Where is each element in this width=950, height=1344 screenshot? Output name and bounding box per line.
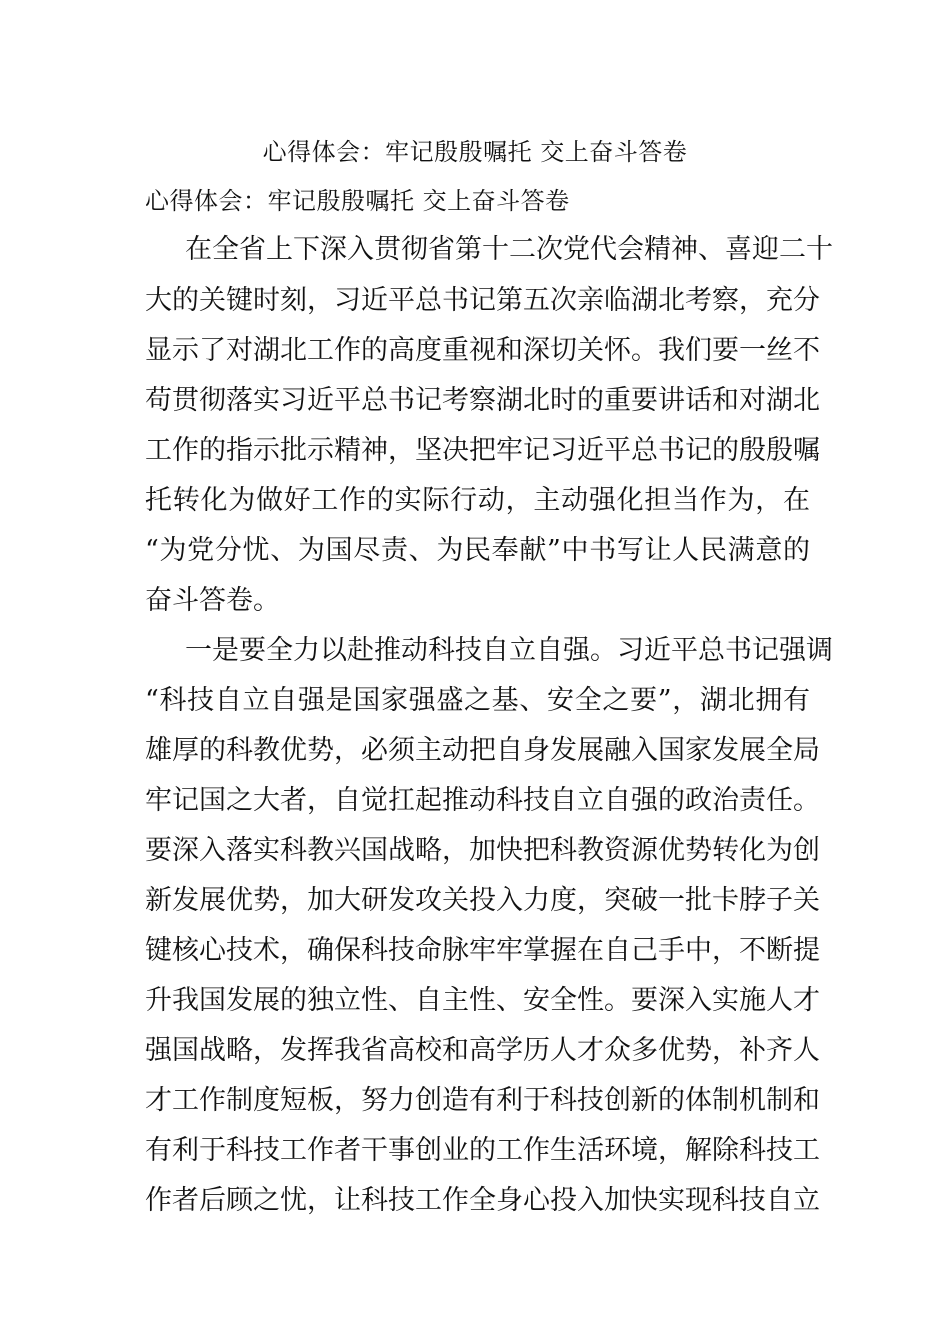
text-line: 显示了对湖北工作的高度重视和深切关怀。我们要一丝不 [145,335,820,366]
text-line: 要深入落实科教兴国战略，加快把科教资源优势转化为创 [145,835,820,866]
text-line: 新发展优势，加大研发攻关投入力度，突破一批卡脖子关 [145,885,820,916]
document-subtitle: 心得体会：牢记殷殷嘱托 交上奋斗答卷 [145,187,570,215]
text-line: 大的关键时刻，习近平总书记第五次亲临湖北考察，充分 [145,285,820,316]
text-line: 作者后顾之忧，让科技工作全身心投入加快实现科技自立 [145,1185,820,1216]
text-line: 键核心技术，确保科技命脉牢牢掌握在自己手中，不断提 [145,935,820,966]
text-line: 有利于科技工作者干事创业的工作生活环境，解除科技工 [145,1135,820,1166]
text-line: 强国战略，发挥我省高校和高学历人才众多优势，补齐人 [145,1035,820,1066]
text-line: 托转化为做好工作的实际行动，主动强化担当作为，在 [145,485,810,516]
text-line: 在全省上下深入贯彻省第十二次党代会精神、喜迎二十 [185,234,833,265]
text-line: 才工作制度短板，努力创造有利于科技创新的体制机制和 [145,1085,820,1116]
text-line: “为党分忧、为国尽责、为民奉献”中书写让人民满意的 [145,535,810,566]
text-line: 苟贯彻落实习近平总书记考察湖北时的重要讲话和对湖北 [145,385,820,416]
text-line: 雄厚的科教优势，必须主动把自身发展融入国家发展全局 [145,735,820,766]
text-line: “科技自立自强是国家强盛之基、安全之要”，湖北拥有 [145,685,810,716]
text-line: 升我国发展的独立性、自主性、安全性。要深入实施人才 [145,985,820,1016]
text-line: 一是要全力以赴推动科技自立自强。习近平总书记强调 [185,635,833,666]
text-line: 工作的指示批示精神，坚决把牢记习近平总书记的殷殷嘱 [145,435,820,466]
document-title: 心得体会：牢记殷殷嘱托 交上奋斗答卷 [262,138,688,166]
text-line: 牢记国之大者，自觉扛起推动科技自立自强的政治责任。 [145,785,820,816]
text-line: 奋斗答卷。 [145,585,280,616]
